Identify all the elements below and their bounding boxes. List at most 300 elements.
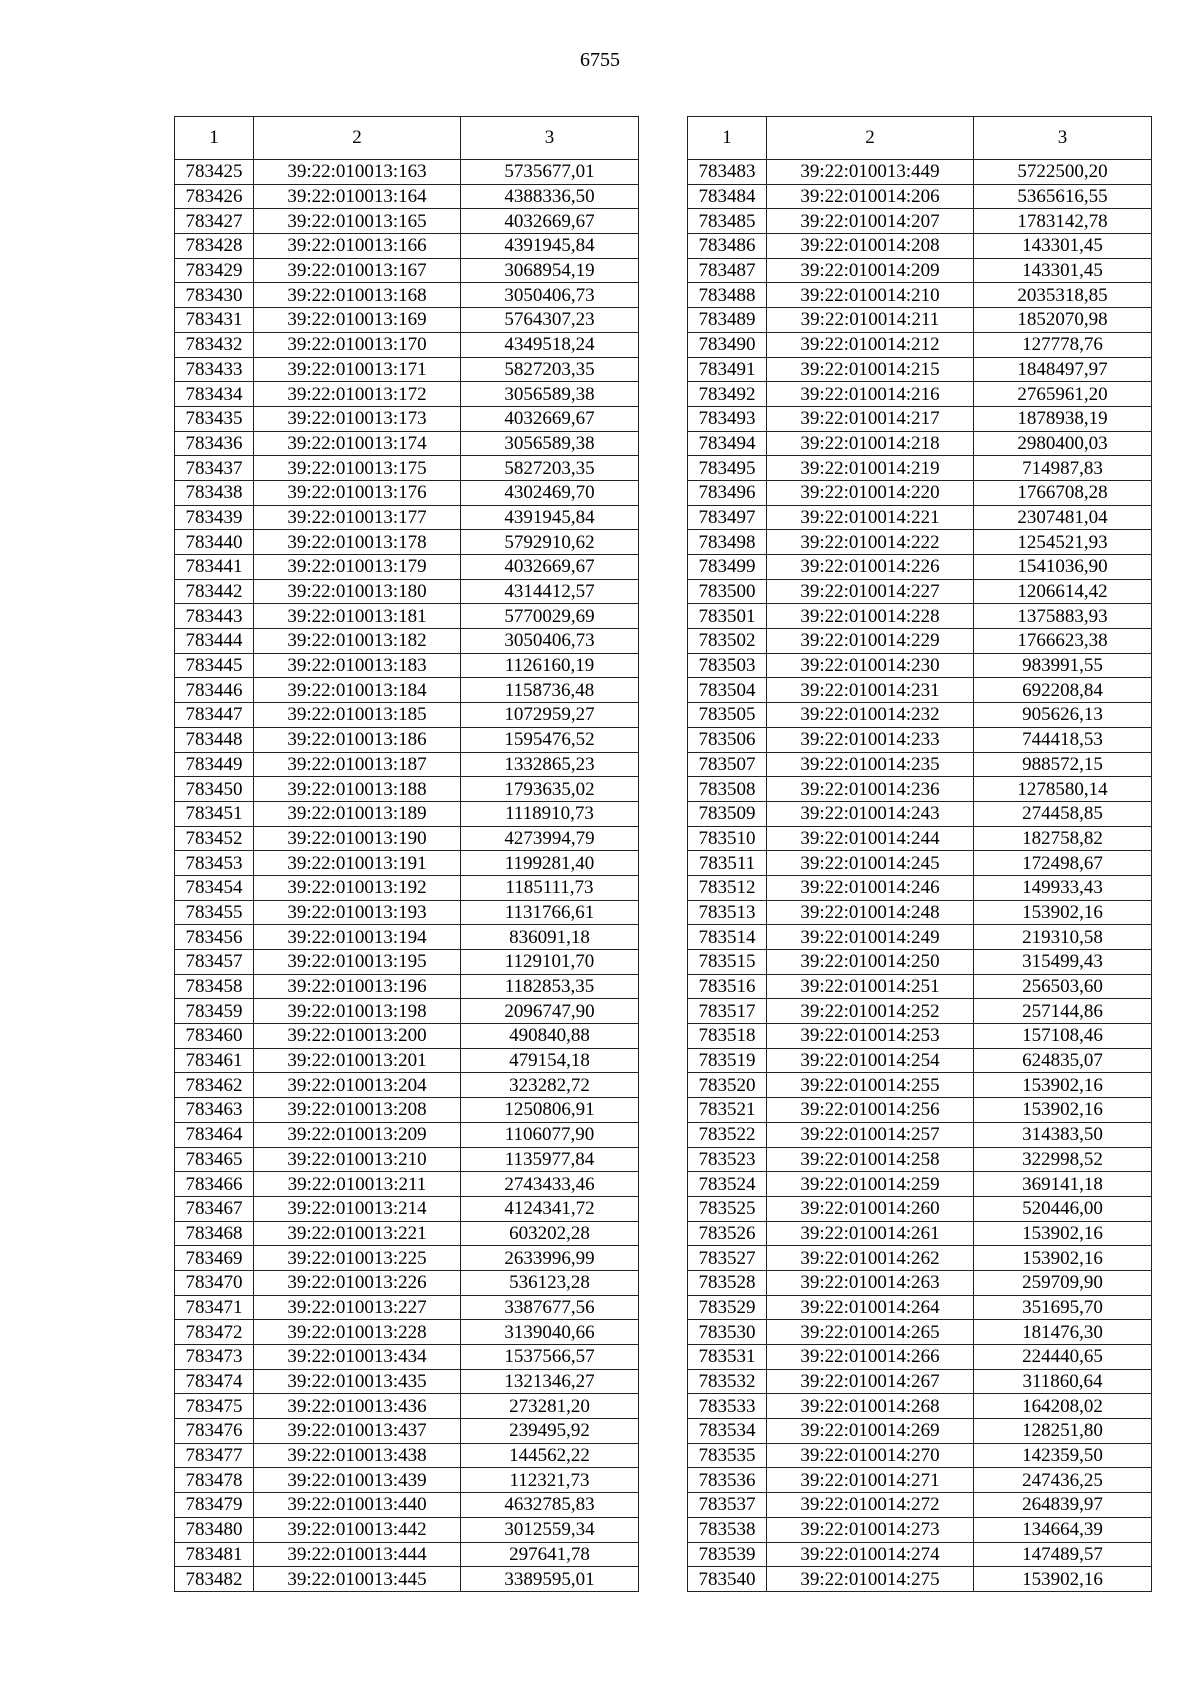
table-row (688, 1073, 1152, 1098)
row-number-cell: 783425 (175, 160, 254, 185)
row-number-cell: 783489 (688, 308, 767, 333)
table-row (688, 308, 1152, 333)
cadastral-number-cell: 39:22:010014:236 (767, 777, 974, 802)
cadastral-number-cell: 39:22:010014:250 (767, 950, 974, 975)
value-cell: 5827203,35 (461, 456, 639, 481)
cadastral-number-cell: 39:22:010013:169 (254, 308, 461, 333)
value-cell: 836091,18 (461, 925, 639, 950)
value-cell: 1250806,91 (461, 1098, 639, 1123)
value-cell: 3139040,66 (461, 1320, 639, 1345)
row-number-cell: 783454 (175, 875, 254, 900)
value-cell: 219310,58 (974, 925, 1152, 950)
value-cell: 149933,43 (974, 875, 1152, 900)
value-cell: 1135977,84 (461, 1147, 639, 1172)
cadastral-number-cell: 39:22:010013:174 (254, 431, 461, 456)
table-row (175, 999, 639, 1024)
cadastral-number-cell: 39:22:010013:227 (254, 1295, 461, 1320)
row-number-cell: 783539 (688, 1542, 767, 1567)
value-cell: 479154,18 (461, 1048, 639, 1073)
value-cell: 1185111,73 (461, 875, 639, 900)
cadastral-number-cell: 39:22:010014:233 (767, 727, 974, 752)
value-cell: 247436,25 (974, 1468, 1152, 1493)
value-cell: 490840,88 (461, 1024, 639, 1049)
table-row (688, 1517, 1152, 1542)
cadastral-number-cell: 39:22:010014:258 (767, 1147, 974, 1172)
row-number-cell: 783477 (175, 1443, 254, 1468)
value-cell: 323282,72 (461, 1073, 639, 1098)
row-number-cell: 783535 (688, 1443, 767, 1468)
value-cell: 5827203,35 (461, 357, 639, 382)
table-row (175, 604, 639, 629)
table-row (688, 357, 1152, 382)
row-number-cell: 783506 (688, 727, 767, 752)
cadastral-number-cell: 39:22:010013:194 (254, 925, 461, 950)
table-body (175, 160, 639, 1592)
cadastral-number-cell: 39:22:010013:440 (254, 1493, 461, 1518)
row-number-cell: 783527 (688, 1246, 767, 1271)
value-cell: 369141,18 (974, 1172, 1152, 1197)
row-number-cell: 783476 (175, 1419, 254, 1444)
table-row (175, 801, 639, 826)
table-row (175, 382, 639, 407)
cadastral-number-cell: 39:22:010014:210 (767, 283, 974, 308)
table-row (175, 1394, 639, 1419)
value-cell: 2980400,03 (974, 431, 1152, 456)
value-cell: 1278580,14 (974, 777, 1152, 802)
table-row (688, 283, 1152, 308)
row-number-cell: 783448 (175, 727, 254, 752)
table-row (175, 505, 639, 530)
table-row (175, 1419, 639, 1444)
table-row (175, 184, 639, 209)
value-cell: 4391945,84 (461, 234, 639, 259)
table-row (688, 604, 1152, 629)
table-row (688, 234, 1152, 259)
row-number-cell: 783443 (175, 604, 254, 629)
cadastral-number-cell: 39:22:010014:230 (767, 653, 974, 678)
row-number-cell: 783499 (688, 555, 767, 580)
table-row (175, 826, 639, 851)
row-number-cell: 783461 (175, 1048, 254, 1073)
table-row (688, 851, 1152, 876)
table-row (175, 1468, 639, 1493)
value-cell: 4349518,24 (461, 332, 639, 357)
cadastral-number-cell: 39:22:010014:269 (767, 1419, 974, 1444)
value-cell: 164208,02 (974, 1394, 1152, 1419)
table-row (688, 1369, 1152, 1394)
value-cell: 1783142,78 (974, 209, 1152, 234)
column-header: 3 (974, 117, 1152, 160)
cadastral-number-cell: 39:22:010014:261 (767, 1221, 974, 1246)
table-row (688, 1122, 1152, 1147)
row-number-cell: 783459 (175, 999, 254, 1024)
value-cell: 1766623,38 (974, 629, 1152, 654)
value-cell: 2765961,20 (974, 382, 1152, 407)
row-number-cell: 783490 (688, 332, 767, 357)
table-row (688, 777, 1152, 802)
row-number-cell: 783540 (688, 1567, 767, 1592)
row-number-cell: 783526 (688, 1221, 767, 1246)
value-cell: 1129101,70 (461, 950, 639, 975)
value-cell: 520446,00 (974, 1196, 1152, 1221)
cadastral-number-cell: 39:22:010014:274 (767, 1542, 974, 1567)
value-cell: 1766708,28 (974, 480, 1152, 505)
cadastral-number-cell: 39:22:010014:231 (767, 678, 974, 703)
row-number-cell: 783488 (688, 283, 767, 308)
value-cell: 142359,50 (974, 1443, 1152, 1468)
cadastral-number-cell: 39:22:010013:179 (254, 555, 461, 580)
value-cell: 2633996,99 (461, 1246, 639, 1271)
cadastral-number-cell: 39:22:010014:208 (767, 234, 974, 259)
table-row (688, 1221, 1152, 1246)
cadastral-number-cell: 39:22:010013:200 (254, 1024, 461, 1049)
value-cell: 1254521,93 (974, 530, 1152, 555)
row-number-cell: 783486 (688, 234, 767, 259)
cadastral-number-cell: 39:22:010013:436 (254, 1394, 461, 1419)
cadastral-number-cell: 39:22:010013:437 (254, 1419, 461, 1444)
cadastral-number-cell: 39:22:010014:268 (767, 1394, 974, 1419)
cadastral-number-cell: 39:22:010014:255 (767, 1073, 974, 1098)
table-row (688, 1419, 1152, 1444)
cadastral-number-cell: 39:22:010013:198 (254, 999, 461, 1024)
row-number-cell: 783429 (175, 258, 254, 283)
row-number-cell: 783480 (175, 1517, 254, 1542)
value-cell: 112321,73 (461, 1468, 639, 1493)
value-cell: 4391945,84 (461, 505, 639, 530)
table-row (175, 1147, 639, 1172)
table-row (175, 629, 639, 654)
cadastral-number-cell: 39:22:010014:212 (767, 332, 974, 357)
row-number-cell: 783507 (688, 752, 767, 777)
cadastral-number-cell: 39:22:010013:184 (254, 678, 461, 703)
value-cell: 3050406,73 (461, 283, 639, 308)
cadastral-number-cell: 39:22:010014:272 (767, 1493, 974, 1518)
value-cell: 905626,13 (974, 703, 1152, 728)
cadastral-number-cell: 39:22:010013:444 (254, 1542, 461, 1567)
table-row (688, 629, 1152, 654)
row-number-cell: 783473 (175, 1345, 254, 1370)
row-number-cell: 783533 (688, 1394, 767, 1419)
value-cell: 3050406,73 (461, 629, 639, 654)
table-row (175, 875, 639, 900)
value-cell: 2307481,04 (974, 505, 1152, 530)
value-cell: 143301,45 (974, 234, 1152, 259)
row-number-cell: 783474 (175, 1369, 254, 1394)
row-number-cell: 783447 (175, 703, 254, 728)
value-cell: 3056589,38 (461, 382, 639, 407)
cadastral-number-cell: 39:22:010013:186 (254, 727, 461, 752)
row-number-cell: 783436 (175, 431, 254, 456)
table-row (688, 752, 1152, 777)
table-row (175, 678, 639, 703)
row-number-cell: 783525 (688, 1196, 767, 1221)
table-row (175, 1048, 639, 1073)
cadastral-number-cell: 39:22:010014:235 (767, 752, 974, 777)
row-number-cell: 783532 (688, 1369, 767, 1394)
registry-table-left (174, 116, 639, 1592)
row-number-cell: 783481 (175, 1542, 254, 1567)
table-row (688, 332, 1152, 357)
value-cell: 311860,64 (974, 1369, 1152, 1394)
table-row (688, 1196, 1152, 1221)
row-number-cell: 783505 (688, 703, 767, 728)
row-number-cell: 783514 (688, 925, 767, 950)
cadastral-number-cell: 39:22:010013:445 (254, 1567, 461, 1592)
row-number-cell: 783463 (175, 1098, 254, 1123)
table-row (175, 1221, 639, 1246)
value-cell: 1793635,02 (461, 777, 639, 802)
cadastral-number-cell: 39:22:010013:176 (254, 480, 461, 505)
value-cell: 1848497,97 (974, 357, 1152, 382)
row-number-cell: 783468 (175, 1221, 254, 1246)
row-number-cell: 783521 (688, 1098, 767, 1123)
value-cell: 744418,53 (974, 727, 1152, 752)
table-row (175, 1024, 639, 1049)
table-row (688, 1246, 1152, 1271)
value-cell: 2096747,90 (461, 999, 639, 1024)
row-number-cell: 783475 (175, 1394, 254, 1419)
table-row (175, 258, 639, 283)
value-cell: 1206614,42 (974, 579, 1152, 604)
table-row (175, 1196, 639, 1221)
table-row (175, 1369, 639, 1394)
page-number: 6755 (580, 49, 620, 71)
row-number-cell: 783523 (688, 1147, 767, 1172)
row-number-cell: 783537 (688, 1493, 767, 1518)
table-row (175, 703, 639, 728)
cadastral-number-cell: 39:22:010014:243 (767, 801, 974, 826)
row-number-cell: 783428 (175, 234, 254, 259)
table-row (175, 209, 639, 234)
value-cell: 4032669,67 (461, 555, 639, 580)
value-cell: 153902,16 (974, 1073, 1152, 1098)
cadastral-number-cell: 39:22:010014:221 (767, 505, 974, 530)
row-number-cell: 783519 (688, 1048, 767, 1073)
row-number-cell: 783433 (175, 357, 254, 382)
table-row (688, 1295, 1152, 1320)
value-cell: 239495,92 (461, 1419, 639, 1444)
cadastral-number-cell: 39:22:010013:434 (254, 1345, 461, 1370)
cadastral-number-cell: 39:22:010014:209 (767, 258, 974, 283)
table-row (175, 1320, 639, 1345)
row-number-cell: 783522 (688, 1122, 767, 1147)
row-number-cell: 783509 (688, 801, 767, 826)
cadastral-number-cell: 39:22:010013:210 (254, 1147, 461, 1172)
cadastral-number-cell: 39:22:010013:228 (254, 1320, 461, 1345)
value-cell: 3389595,01 (461, 1567, 639, 1592)
value-cell: 147489,57 (974, 1542, 1152, 1567)
cadastral-number-cell: 39:22:010014:254 (767, 1048, 974, 1073)
table-row (688, 925, 1152, 950)
row-number-cell: 783439 (175, 505, 254, 530)
value-cell: 273281,20 (461, 1394, 639, 1419)
table-row (175, 530, 639, 555)
value-cell: 4314412,57 (461, 579, 639, 604)
table-row (688, 727, 1152, 752)
table-row (175, 357, 639, 382)
row-number-cell: 783437 (175, 456, 254, 481)
table-row (688, 900, 1152, 925)
row-number-cell: 783432 (175, 332, 254, 357)
table-row (175, 1073, 639, 1098)
row-number-cell: 783431 (175, 308, 254, 333)
cadastral-number-cell: 39:22:010014:263 (767, 1270, 974, 1295)
value-cell: 1126160,19 (461, 653, 639, 678)
cadastral-number-cell: 39:22:010013:196 (254, 974, 461, 999)
table-row (688, 505, 1152, 530)
value-cell: 153902,16 (974, 1221, 1152, 1246)
table-row (688, 1172, 1152, 1197)
cadastral-number-cell: 39:22:010013:442 (254, 1517, 461, 1542)
value-cell: 3012559,34 (461, 1517, 639, 1542)
value-cell: 2035318,85 (974, 283, 1152, 308)
table-row (688, 653, 1152, 678)
row-number-cell: 783520 (688, 1073, 767, 1098)
value-cell: 1332865,23 (461, 752, 639, 777)
cadastral-number-cell: 39:22:010014:252 (767, 999, 974, 1024)
row-number-cell: 783462 (175, 1073, 254, 1098)
value-cell: 5735677,01 (461, 160, 639, 185)
table-body (688, 160, 1152, 1592)
cadastral-number-cell: 39:22:010014:229 (767, 629, 974, 654)
row-number-cell: 783438 (175, 480, 254, 505)
row-number-cell: 783538 (688, 1517, 767, 1542)
cadastral-number-cell: 39:22:010013:163 (254, 160, 461, 185)
cadastral-number-cell: 39:22:010014:267 (767, 1369, 974, 1394)
row-number-cell: 783531 (688, 1345, 767, 1370)
value-cell: 134664,39 (974, 1517, 1152, 1542)
row-number-cell: 783534 (688, 1419, 767, 1444)
cadastral-number-cell: 39:22:010014:264 (767, 1295, 974, 1320)
value-cell: 153902,16 (974, 900, 1152, 925)
column-header: 2 (254, 117, 461, 160)
row-number-cell: 783453 (175, 851, 254, 876)
cadastral-number-cell: 39:22:010013:201 (254, 1048, 461, 1073)
table-row (688, 950, 1152, 975)
value-cell: 1375883,93 (974, 604, 1152, 629)
row-number-cell: 783471 (175, 1295, 254, 1320)
row-number-cell: 783470 (175, 1270, 254, 1295)
row-number-cell: 783511 (688, 851, 767, 876)
value-cell: 157108,46 (974, 1024, 1152, 1049)
row-number-cell: 783516 (688, 974, 767, 999)
cadastral-number-cell: 39:22:010013:173 (254, 406, 461, 431)
row-number-cell: 783536 (688, 1468, 767, 1493)
table-row (175, 925, 639, 950)
table-row (175, 752, 639, 777)
cadastral-number-cell: 39:22:010014:217 (767, 406, 974, 431)
row-number-cell: 783504 (688, 678, 767, 703)
value-cell: 1537566,57 (461, 1345, 639, 1370)
row-number-cell: 783427 (175, 209, 254, 234)
cadastral-number-cell: 39:22:010013:178 (254, 530, 461, 555)
table-row (175, 1517, 639, 1542)
value-cell: 4632785,83 (461, 1493, 639, 1518)
value-cell: 603202,28 (461, 1221, 639, 1246)
cadastral-number-cell: 39:22:010014:232 (767, 703, 974, 728)
row-number-cell: 783494 (688, 431, 767, 456)
row-number-cell: 783446 (175, 678, 254, 703)
row-number-cell: 783524 (688, 1172, 767, 1197)
cadastral-number-cell: 39:22:010013:191 (254, 851, 461, 876)
cadastral-number-cell: 39:22:010014:219 (767, 456, 974, 481)
cadastral-number-cell: 39:22:010013:165 (254, 209, 461, 234)
cadastral-number-cell: 39:22:010014:220 (767, 480, 974, 505)
value-cell: 257144,86 (974, 999, 1152, 1024)
row-number-cell: 783464 (175, 1122, 254, 1147)
table-row (175, 1493, 639, 1518)
value-cell: 322998,52 (974, 1147, 1152, 1172)
table-row (688, 1468, 1152, 1493)
row-number-cell: 783528 (688, 1270, 767, 1295)
row-number-cell: 783530 (688, 1320, 767, 1345)
table-row (688, 480, 1152, 505)
cadastral-number-cell: 39:22:010013:172 (254, 382, 461, 407)
table-row (175, 234, 639, 259)
cadastral-number-cell: 39:22:010013:449 (767, 160, 974, 185)
cadastral-number-cell: 39:22:010013:175 (254, 456, 461, 481)
value-cell: 172498,67 (974, 851, 1152, 876)
cadastral-number-cell: 39:22:010014:253 (767, 1024, 974, 1049)
row-number-cell: 783430 (175, 283, 254, 308)
table-row (175, 431, 639, 456)
row-number-cell: 783444 (175, 629, 254, 654)
cadastral-number-cell: 39:22:010014:260 (767, 1196, 974, 1221)
row-number-cell: 783492 (688, 382, 767, 407)
cadastral-number-cell: 39:22:010013:187 (254, 752, 461, 777)
row-number-cell: 783450 (175, 777, 254, 802)
table-row (688, 826, 1152, 851)
value-cell: 143301,45 (974, 258, 1152, 283)
cadastral-number-cell: 39:22:010014:246 (767, 875, 974, 900)
table-row (688, 999, 1152, 1024)
cadastral-number-cell: 39:22:010014:215 (767, 357, 974, 382)
table-row (688, 184, 1152, 209)
value-cell: 4273994,79 (461, 826, 639, 851)
table-row (688, 1443, 1152, 1468)
table-row (688, 1270, 1152, 1295)
row-number-cell: 783501 (688, 604, 767, 629)
cadastral-number-cell: 39:22:010013:171 (254, 357, 461, 382)
value-cell: 2743433,46 (461, 1172, 639, 1197)
cadastral-number-cell: 39:22:010014:216 (767, 382, 974, 407)
cadastral-number-cell: 39:22:010013:167 (254, 258, 461, 283)
registry-table-right (687, 116, 1152, 1592)
value-cell: 5764307,23 (461, 308, 639, 333)
table-row (175, 480, 639, 505)
value-cell: 1131766,61 (461, 900, 639, 925)
cadastral-number-cell: 39:22:010014:251 (767, 974, 974, 999)
table-row (175, 1542, 639, 1567)
table-row (175, 1295, 639, 1320)
value-cell: 127778,76 (974, 332, 1152, 357)
row-number-cell: 783518 (688, 1024, 767, 1049)
value-cell: 144562,22 (461, 1443, 639, 1468)
row-number-cell: 783484 (688, 184, 767, 209)
value-cell: 1541036,90 (974, 555, 1152, 580)
value-cell: 259709,90 (974, 1270, 1152, 1295)
table-row (688, 974, 1152, 999)
table-header-row (688, 117, 1152, 160)
value-cell: 315499,43 (974, 950, 1152, 975)
table-row (175, 1246, 639, 1271)
table-row (688, 1493, 1152, 1518)
cadastral-number-cell: 39:22:010013:185 (254, 703, 461, 728)
cadastral-number-cell: 39:22:010014:206 (767, 184, 974, 209)
cadastral-number-cell: 39:22:010013:189 (254, 801, 461, 826)
value-cell: 1118910,73 (461, 801, 639, 826)
table-row (688, 456, 1152, 481)
